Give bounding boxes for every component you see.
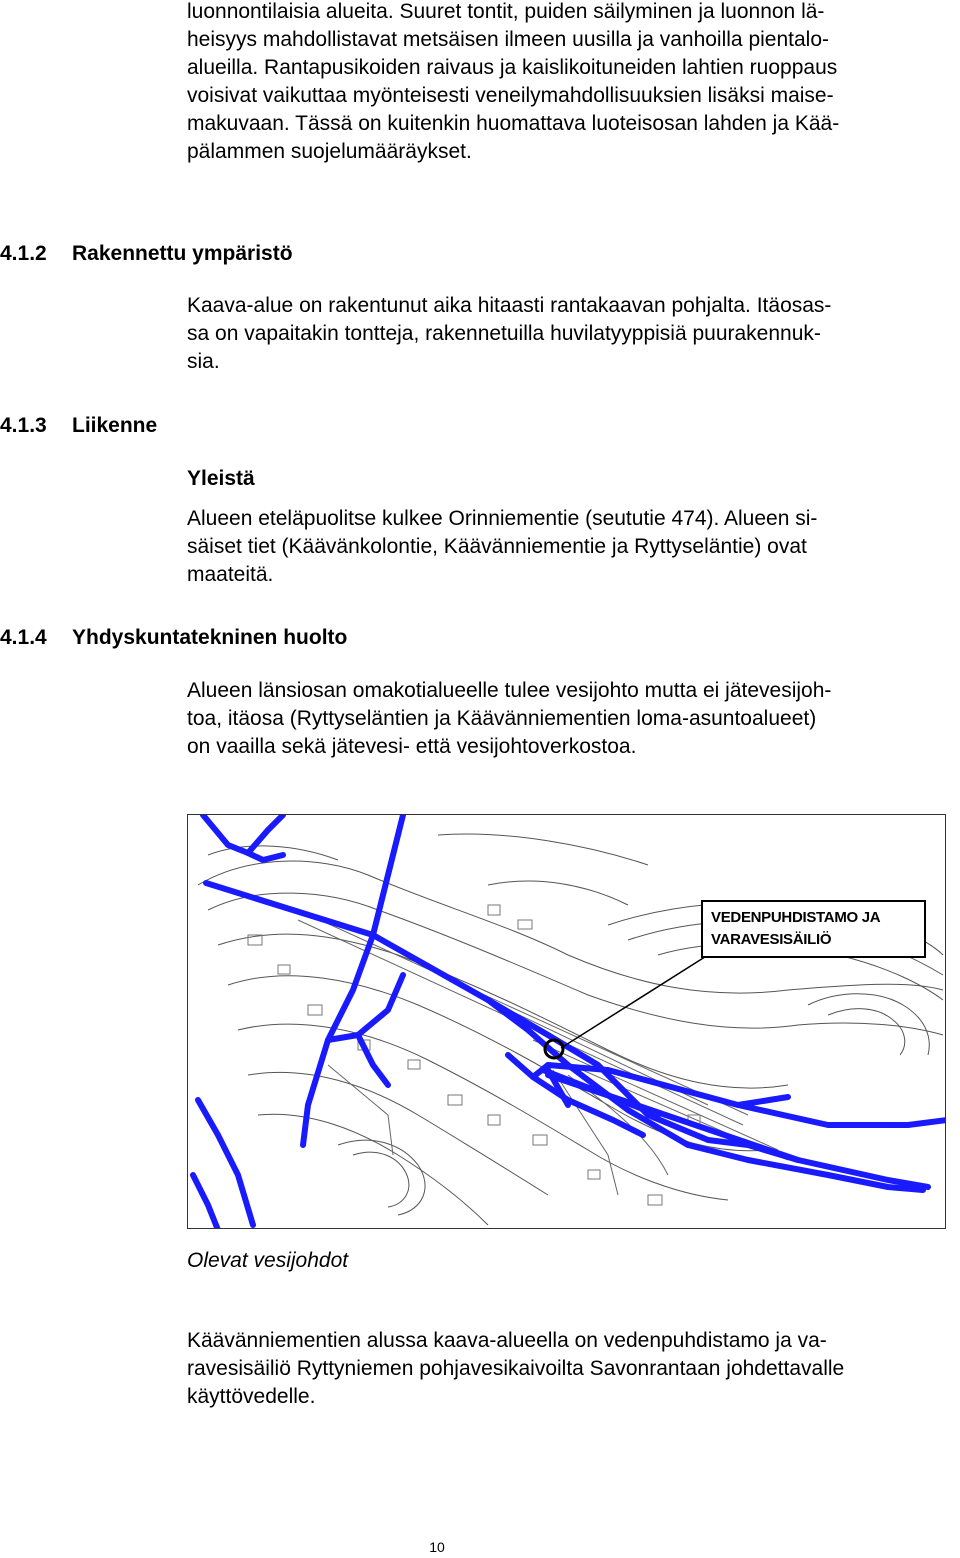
water-pipe-lines — [193, 815, 946, 1229]
intro-line: makuvaan. Tässä on kuitenkin huomattava luoteisosan lahden ja Kää- — [187, 112, 840, 135]
page-number: 10 — [429, 1539, 445, 1555]
callout-line: VEDENPUHDISTAMO JA — [711, 909, 881, 926]
paragraph-line: säiset tiet (Käävänkolontie, Käävänniementie ja Ryttyseläntie) ovat — [187, 535, 807, 558]
intro-line: heisyys mahdollistavat metsäisen ilmeen uusilla ja vanhoilla pientalo- — [187, 28, 829, 51]
intro-line: voisivat vaikuttaa myönteisesti veneilymahdollisuuksien lisäksi maise- — [187, 84, 834, 107]
paragraph-line: Kaava-alue on rakentunut aika hitaasti rantakaavan pohjalta. Itäosas- — [187, 294, 832, 317]
paragraph-line: ravesisäiliö Ryttyniemen pohjavesikaivoilta Savonrantaan johdettavalle — [187, 1357, 845, 1380]
section-number: 4.1.3 — [0, 414, 47, 437]
water-pipe-map — [187, 814, 946, 1229]
section-title: Yhdyskuntatekninen huolto — [72, 626, 348, 649]
section-title: Liikenne — [72, 414, 158, 437]
section-title: Rakennettu ympäristö — [72, 242, 293, 265]
paragraph-line: maateitä. — [187, 563, 274, 586]
water-plant-callout — [701, 900, 926, 958]
callout-leader-line — [561, 955, 708, 1048]
subheading-yleista: Yleistä — [187, 467, 255, 490]
paragraph-line: Alueen eteläpuolitse kulkee Orinniementie (seututie 474). Alueen si- — [187, 507, 818, 530]
section-number: 4.1.2 — [0, 242, 47, 265]
paragraph-line: Käävänniementien alussa kaava-alueella on vedenpuhdistamo ja va- — [187, 1329, 827, 1352]
paragraph-line: Alueen länsiosan omakotialueelle tulee vesijohto mutta ei jätevesijoh- — [187, 679, 832, 702]
map-caption: Olevat vesijohdot — [187, 1249, 349, 1272]
section-heading-yhdyskuntatekninen — [0, 624, 347, 652]
paragraph-line: toa, itäosa (Ryttyseläntien ja Käävänniementien loma-asuntoalueet) — [187, 707, 817, 730]
paragraph-line: sia. — [187, 350, 220, 373]
paragraph-line: on vaailla sekä jätevesi- että vesijohtoverkostoa. — [187, 735, 637, 758]
intro-line: pälammen suojelumääräykset. — [187, 140, 472, 163]
plot-markers — [248, 905, 700, 1205]
section-heading-liikenne — [0, 412, 157, 440]
paragraph-line: käyttövedelle. — [187, 1385, 316, 1408]
section-heading-rakennettu — [0, 240, 293, 268]
intro-line: luonnontilaisia alueita. Suuret tontit, puiden säilyminen ja luonnon lä- — [187, 0, 825, 23]
paragraph-line: sa on vapaitakin tontteja, rakennetuilla huvilatyyppisiä puurakennuk- — [187, 322, 821, 345]
section-number: 4.1.4 — [0, 626, 47, 649]
intro-line: alueilla. Rantapusikoiden raivaus ja kaislikoituneiden lahtien ruoppaus — [187, 56, 838, 79]
map-drawing — [188, 815, 946, 1229]
callout-line: VARAVESISÄILIÖ — [711, 931, 832, 948]
